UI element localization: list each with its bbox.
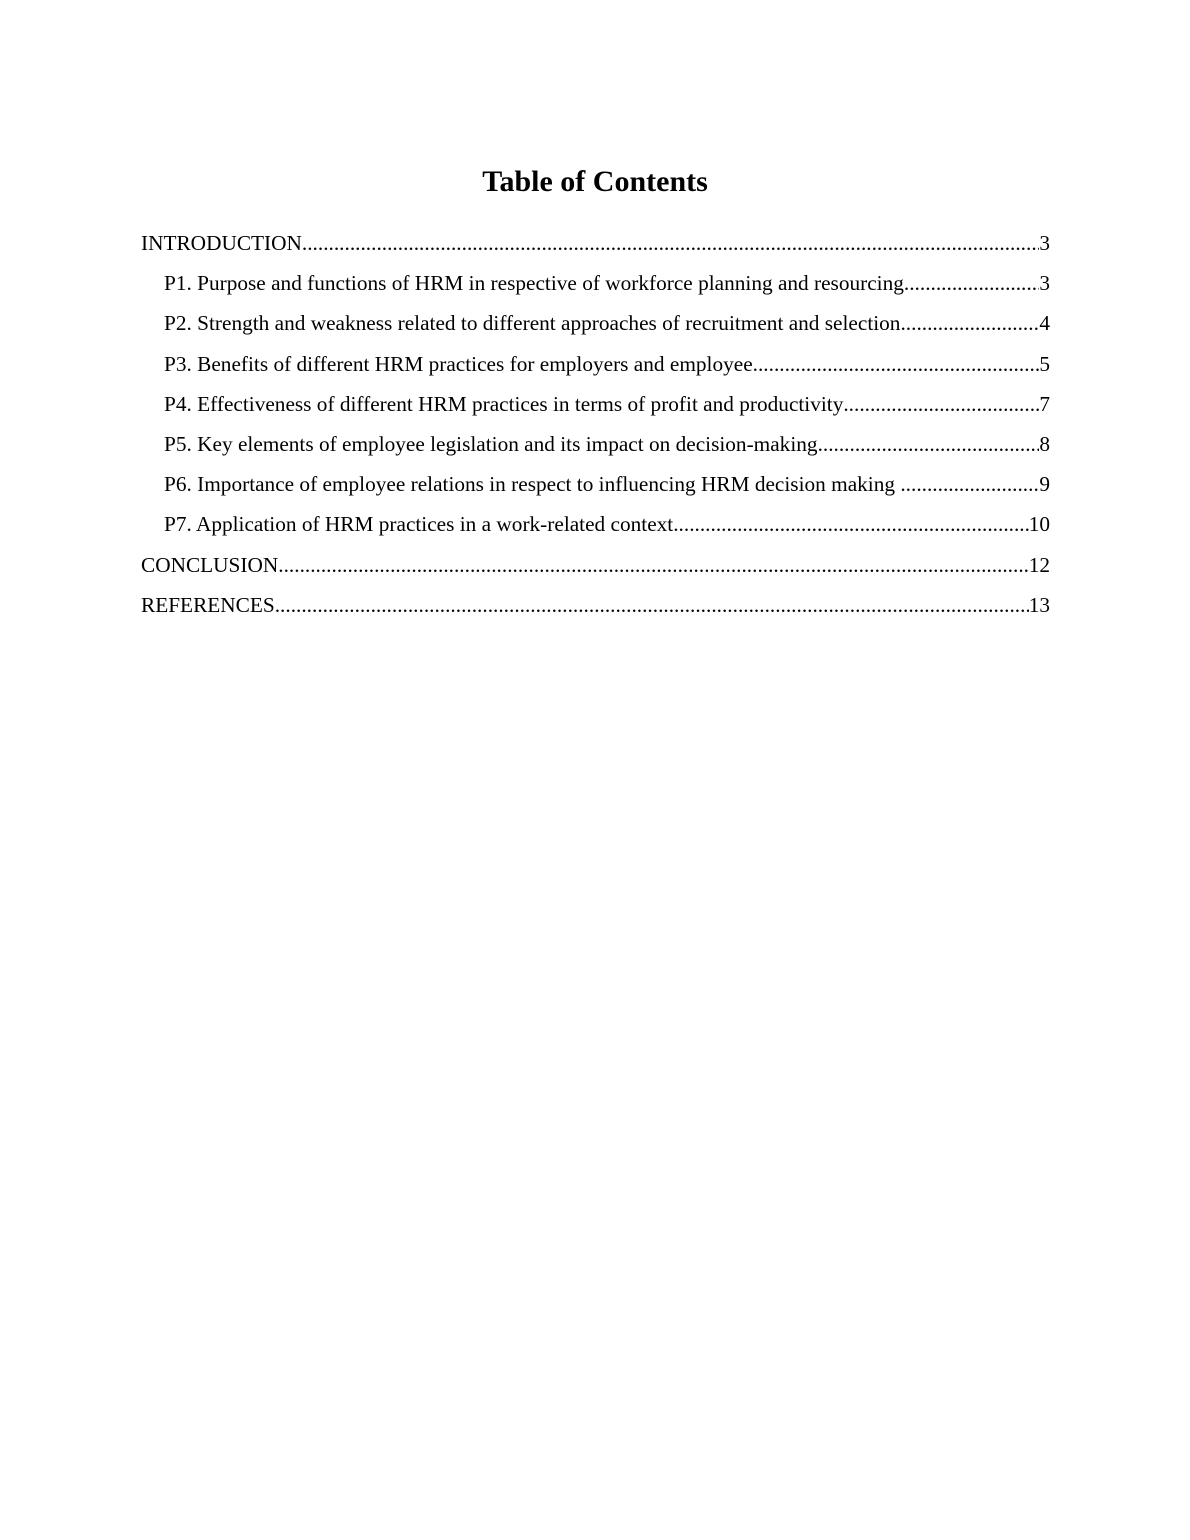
toc-page-number: 9 bbox=[1039, 472, 1050, 497]
toc-dot-leader bbox=[900, 306, 1039, 340]
toc-dot-leader bbox=[753, 347, 1040, 381]
toc-dot-leader bbox=[673, 507, 1028, 541]
toc-page-number: 4 bbox=[1039, 311, 1050, 336]
toc-entry-label: P4. Effectiveness of different HRM practices in terms of profit and productivity bbox=[164, 391, 844, 416]
toc-dot-leader bbox=[275, 588, 1029, 622]
toc-entry-p4[interactable] bbox=[141, 387, 1050, 427]
toc-dot-leader bbox=[843, 387, 1039, 421]
toc-entry-p3[interactable] bbox=[141, 347, 1050, 387]
toc-page-number: 10 bbox=[1028, 512, 1050, 537]
toc-entry-conclusion[interactable] bbox=[141, 548, 1050, 588]
toc-entry-label: P7. Application of HRM practices in a work-related context bbox=[164, 512, 674, 537]
toc-dot-leader bbox=[818, 427, 1040, 461]
toc-page-number: 3 bbox=[1039, 271, 1050, 296]
toc-entry-p6[interactable] bbox=[141, 467, 1050, 507]
toc-entry-label: P2. Strength and weakness related to different approaches of recruitment and selection bbox=[164, 311, 901, 336]
toc-entry-label: P5. Key elements of employee legislation and its impact on decision-making bbox=[164, 431, 818, 456]
toc-entry-label: P3. Benefits of different HRM practices for employers and employee bbox=[164, 351, 753, 376]
toc-entry-label: CONCLUSION bbox=[141, 552, 279, 577]
toc-entry-label: P6. Importance of employee relations in respect to influencing HRM decision making bbox=[164, 472, 901, 497]
toc-entry-p2[interactable] bbox=[141, 306, 1050, 346]
toc-dot-leader bbox=[904, 266, 1039, 300]
toc-entry-introduction[interactable] bbox=[141, 226, 1050, 266]
toc-dot-leader bbox=[900, 467, 1039, 501]
toc-title: Table of Contents bbox=[482, 165, 708, 198]
toc-page-number: 5 bbox=[1039, 351, 1050, 376]
toc-dot-leader bbox=[302, 226, 1039, 260]
toc-entry-label: REFERENCES bbox=[141, 592, 275, 617]
toc-entry-p7[interactable] bbox=[141, 507, 1050, 547]
toc-dot-leader bbox=[278, 548, 1028, 582]
toc-entry-p1[interactable] bbox=[141, 266, 1050, 306]
toc-page-number: 3 bbox=[1039, 231, 1050, 255]
toc-page-number: 7 bbox=[1039, 391, 1050, 416]
toc-page-number: 12 bbox=[1028, 552, 1050, 577]
toc-entry-references[interactable] bbox=[141, 588, 1050, 628]
toc-entry-label: P1. Purpose and functions of HRM in respective of workforce planning and resourcing bbox=[164, 271, 904, 296]
toc-entry-label: INTRODUCTION bbox=[141, 231, 302, 255]
toc-list bbox=[141, 226, 1050, 628]
toc-page-number: 13 bbox=[1028, 592, 1050, 617]
toc-entry-p5[interactable] bbox=[141, 427, 1050, 467]
toc-page-number: 8 bbox=[1039, 431, 1050, 456]
